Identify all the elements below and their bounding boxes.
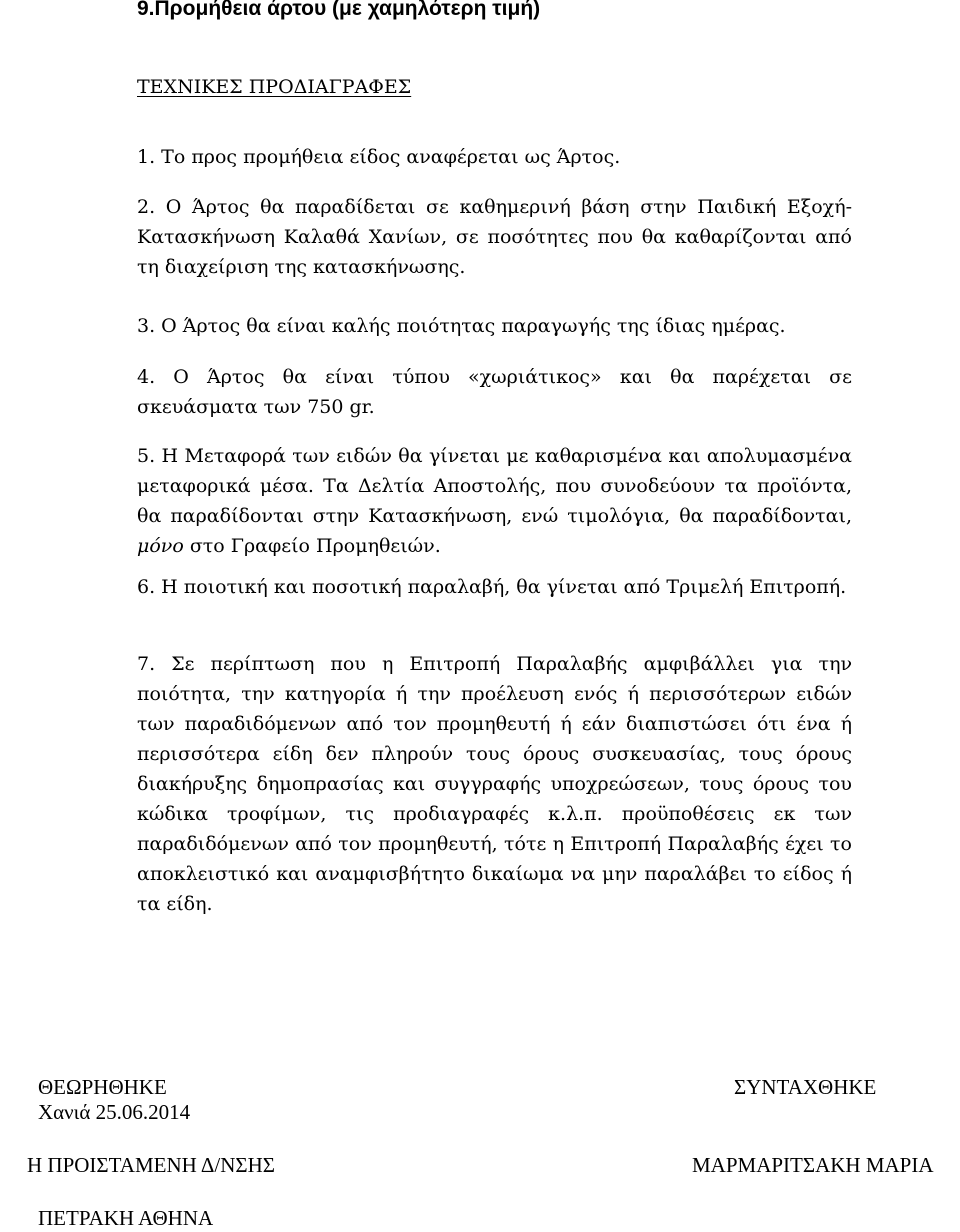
director-name: ΠΕΤΡΑΚΗ ΑΘΗΝΑ — [38, 1206, 214, 1230]
spec-item-5 — [137, 441, 852, 561]
spec-item-4: 4. Ο Άρτος θα είναι τύπου «χωριάτικος» και θα παρέχεται σε σκευάσματα των 750 gr. — [137, 366, 852, 418]
spec-item-3: 3. Ο Άρτος θα είναι καλής ποιότητας παραγωγής της ίδιας ημέρας. — [137, 315, 786, 337]
section-heading: 9.Προμήθεια άρτου (με χαμηλότερη τιμή) — [137, 0, 541, 20]
spec-item-6: 6. Η ποιοτική και ποσοτική παραλαβή, θα γίνεται από Τριμελή Επιτροπή. — [137, 576, 847, 598]
spec-item-1: 1. Το προς προμήθεια είδος αναφέρεται ως Άρτος. — [137, 146, 621, 168]
director-title: Η ΠΡΟΙΣΤΑΜΕΝΗ Δ/ΝΣΗΣ — [27, 1153, 275, 1177]
spec-item-5-text-end: στο Γραφείο Προμηθειών. — [183, 535, 441, 557]
signature-date: Χανιά 25.06.2014 — [38, 1100, 191, 1124]
reviewed-label: ΘΕΩΡΗΘΗΚΕ — [38, 1075, 167, 1099]
drafter-name: ΜΑΡΜΑΡΙΤΣΑΚΗ ΜΑΡΙΑ — [692, 1153, 934, 1177]
spec-item-7: 7. Σε περίπτωση που η Επιτροπή Παραλαβής αμφιβάλλει για την ποιότητα, την κατηγορία ή την προέλευση ενός ή περισσότερων ειδών των παραδιδόμενων από τον προμηθευτή ή εάν διαπιστώσει ότι ένα ή περισσότερα είδη δεν πληρούν τους όρους συσκευασίας, τους όρους διακήρυξης δημοπρασίας και συγγραφής υποχρεώσεων, τους όρους του κώδικα τροφίμων, τις προδιαγραφές κ.λ.π. προϋποθέσεις εκ των παραδιδόμενων από τον προμηθευτή, τότε η Επιτροπή Παραλαβής έχει το αποκλειστικό και αναμφισβήτητο δικαίωμα να μην παραλάβει το είδος ή τα είδη. — [137, 653, 852, 915]
spec-item-2: 2. Ο Άρτος θα παραδίδεται σε καθημερινή βάση στην Παιδική Εξοχή- Κατασκήνωση Καλαθά Χανίων, σε ποσότητες που θα καθαρίζονται από τη διαχείριση της κατασκήνωσης. — [137, 196, 852, 278]
technical-specs-title: ΤΕΧΝΙΚΕΣ ΠΡΟΔΙΑΓΡΑΦΕΣ — [137, 76, 412, 98]
spec-item-5-emphasis: μόνο — [137, 535, 184, 557]
drafted-label: ΣΥΝΤΑΧΘΗΚΕ — [734, 1075, 877, 1099]
spec-item-5-text: 5. Η Μεταφορά των ειδών θα γίνεται με καθαρισμένα και απολυμασμένα μεταφορικά μέσα. Τα Δελτία Αποστολής, που συνοδεύουν τα προϊόντα, θα παραδίδονται στην Κατασκήνωση, ενώ τιμολόγια, θα παραδίδονται, — [137, 445, 852, 527]
